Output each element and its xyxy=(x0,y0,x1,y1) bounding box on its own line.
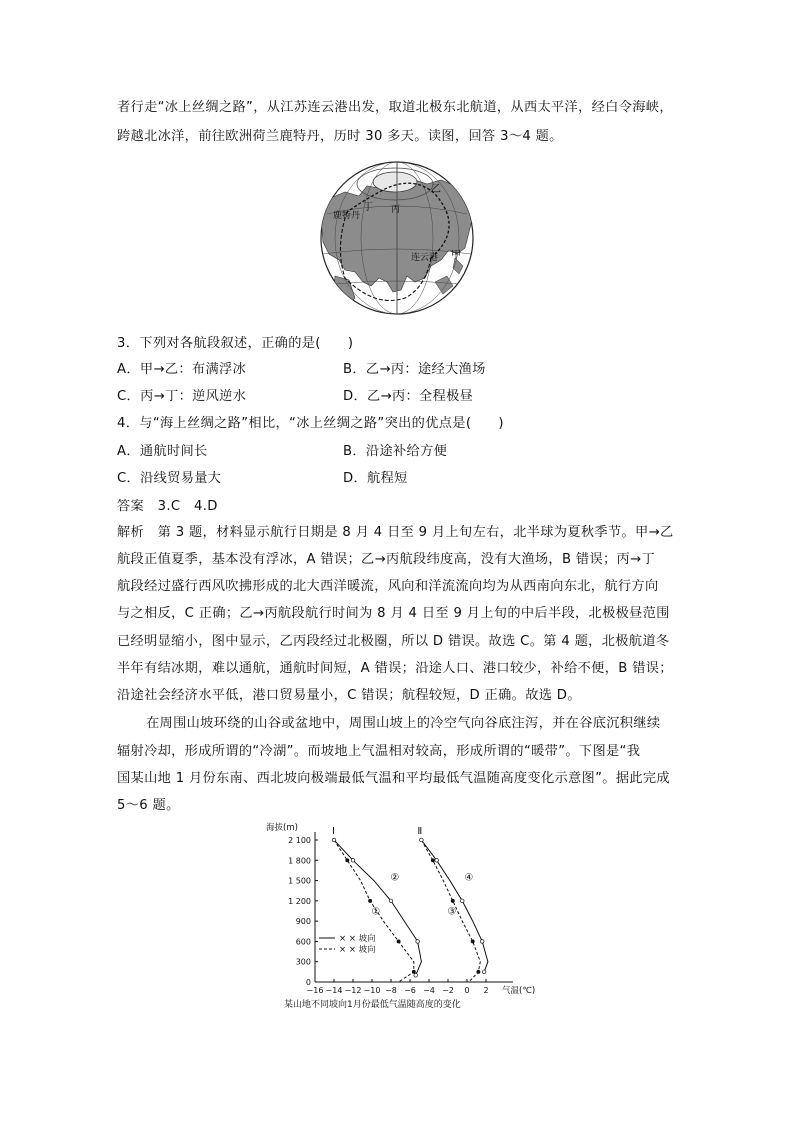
x-tick-label: 0 xyxy=(464,986,470,995)
series-label-2: ② xyxy=(390,872,400,884)
passage-line-1: 在周围山坡环绕的山谷或盆地中，周围山坡上的冷空气向谷底注泻，并在谷底沉积继续 xyxy=(146,716,661,731)
y-tick-label: 0 xyxy=(305,978,311,987)
x-tick-label: −2 xyxy=(442,986,454,995)
label-bing: 丙 xyxy=(391,205,401,215)
x-tick-label: −8 xyxy=(385,986,397,995)
passage-line-4: 5～6 题。 xyxy=(117,798,180,813)
data-point xyxy=(351,858,355,862)
x-axis-label: 气温(℃) xyxy=(502,986,536,996)
data-point xyxy=(412,970,415,973)
data-point xyxy=(414,973,418,977)
q4-stem: 4．与“海上丝绸之路”相比，“冰上丝绸之路”突出的优点是( ) xyxy=(117,416,504,431)
data-point xyxy=(369,899,372,902)
q3-stem: 3．下列对各航段叙述，正确的是( ) xyxy=(117,336,354,351)
data-point xyxy=(451,899,454,902)
data-point xyxy=(332,838,336,842)
q3-option-a: A．甲→乙：布满浮冰 xyxy=(117,362,247,377)
q4-option-c: C．沿线贸易量大 xyxy=(117,471,222,486)
q3-option-c: C．丙→丁：逆风逆水 xyxy=(117,389,247,404)
data-point xyxy=(460,899,464,903)
analysis-line-7: 沿途社会经济水平低，港口贸易量小，C 错误；航程较短，D 正确。故选 D。 xyxy=(117,688,581,703)
label-lianyungang: 连云港 xyxy=(411,253,439,263)
label-jia: 甲 xyxy=(451,250,461,261)
passage-line-2: 辐射冷却，形成所谓的“冷湖”。而坡地上气温相对较高，形成所谓的“暖带”。下图是“我 xyxy=(117,744,641,759)
globe-map xyxy=(315,158,483,316)
passage-line-3: 国某山地 1 月份东南、西北坡向极端最低气温和平均最低气温随高度变化示意图”。据此完成 xyxy=(117,771,670,786)
y-tick-label: 1 800 xyxy=(288,856,311,866)
y-tick-label: 2 100 xyxy=(288,836,311,845)
label-yi: 乙 xyxy=(431,184,441,195)
y-tick-label: 600 xyxy=(295,937,311,947)
analysis-line-1: 解析 第 3 题，材料显示航行日期是 8 月 4 日至 9 月上旬左右，北半球为夏秋季节。甲→乙 xyxy=(117,525,674,540)
analysis-line-3: 航段经过盛行西风吹拂形成的北大西洋暖流，风向和洋流流向均为从西南向东北，航行方向 xyxy=(117,579,659,594)
analysis-line-5: 已经明显缩小，图中显示，乙丙段经过北极圈，所以 D 错误。故选 C。第 4 题，北极航道冬 xyxy=(117,634,670,649)
series-label-1: ① xyxy=(371,906,381,918)
data-point xyxy=(397,940,400,943)
y-tick-label: 300 xyxy=(295,957,311,967)
q4-option-d: D．航程短 xyxy=(343,471,408,486)
label-ding: 丁 xyxy=(363,202,373,213)
series-label-3: ③ xyxy=(447,906,457,918)
x-tick-label: −16 xyxy=(306,986,324,995)
x-tick-label: −12 xyxy=(344,986,362,995)
analysis-line-6: 半年有结冰期，难以通航，通航时间短，A 错误；沿途人口、港口较少，补给不便，B 错误； xyxy=(117,661,673,676)
group-label-1: Ⅰ xyxy=(332,826,335,837)
chart-svg xyxy=(262,815,542,1015)
y-axis-label: 海拔(m) xyxy=(266,823,298,833)
y-tick-label: 1 500 xyxy=(288,876,311,886)
series-label-4: ④ xyxy=(464,872,474,884)
intro-line-2: 跨越北冰洋，前往欧洲荷兰鹿特丹，历时 30 多天。读图，回答 3～4 题。 xyxy=(117,129,563,144)
data-point xyxy=(346,859,349,862)
q4-option-a: A．通航时间长 xyxy=(117,444,208,459)
y-tick-label: 1 200 xyxy=(288,896,311,906)
answer-line: 答案 3.C 4.D xyxy=(117,499,218,514)
data-point xyxy=(471,940,474,943)
x-tick-label: −14 xyxy=(325,986,343,995)
chart-caption: 某山地不同坡向1月份最低气温随高度的变化 xyxy=(284,1000,461,1010)
q3-option-d: D．乙→丙：全程极昼 xyxy=(343,389,474,404)
data-point xyxy=(477,970,480,973)
globe-map-figure xyxy=(315,158,483,320)
data-point xyxy=(482,970,486,974)
q4-option-b: B．沿途补给方便 xyxy=(343,444,448,459)
data-point xyxy=(389,899,393,903)
data-point xyxy=(435,858,439,862)
analysis-line-4: 与之相反，C 正确；乙→丙航段航行时间为 8 月 4 日至 9 月上旬的中后半段，北极极昼范围 xyxy=(117,606,670,621)
group-label-2: Ⅱ xyxy=(417,826,423,837)
x-tick-label: 2 xyxy=(483,986,489,995)
data-point xyxy=(480,940,484,944)
label-rotterdam: 鹿特丹 xyxy=(333,211,361,221)
y-tick-label: 900 xyxy=(295,917,311,927)
temperature-altitude-chart xyxy=(262,815,542,1019)
data-point xyxy=(420,838,424,842)
q3-option-b: B．乙→丙：途经大渔场 xyxy=(343,362,486,377)
data-point xyxy=(416,940,420,944)
intro-line-1: 者行走“冰上丝绸之路”，从江苏连云港出发，取道北极东北航道，从西太平洋，经白令海峡， xyxy=(117,100,673,115)
data-point xyxy=(431,859,434,862)
x-tick-label: −4 xyxy=(423,986,435,995)
analysis-line-2: 航段正值夏季，基本没有浮冰，A 错误；乙→丙航段纬度高，没有大渔场，B 错误；丙→丁 xyxy=(117,552,655,567)
x-tick-label: −6 xyxy=(404,986,416,995)
legend-label-1: × × 坡向 xyxy=(339,934,376,944)
legend-label-2: × × 坡向 xyxy=(339,945,376,955)
x-tick-label: −10 xyxy=(363,986,381,995)
